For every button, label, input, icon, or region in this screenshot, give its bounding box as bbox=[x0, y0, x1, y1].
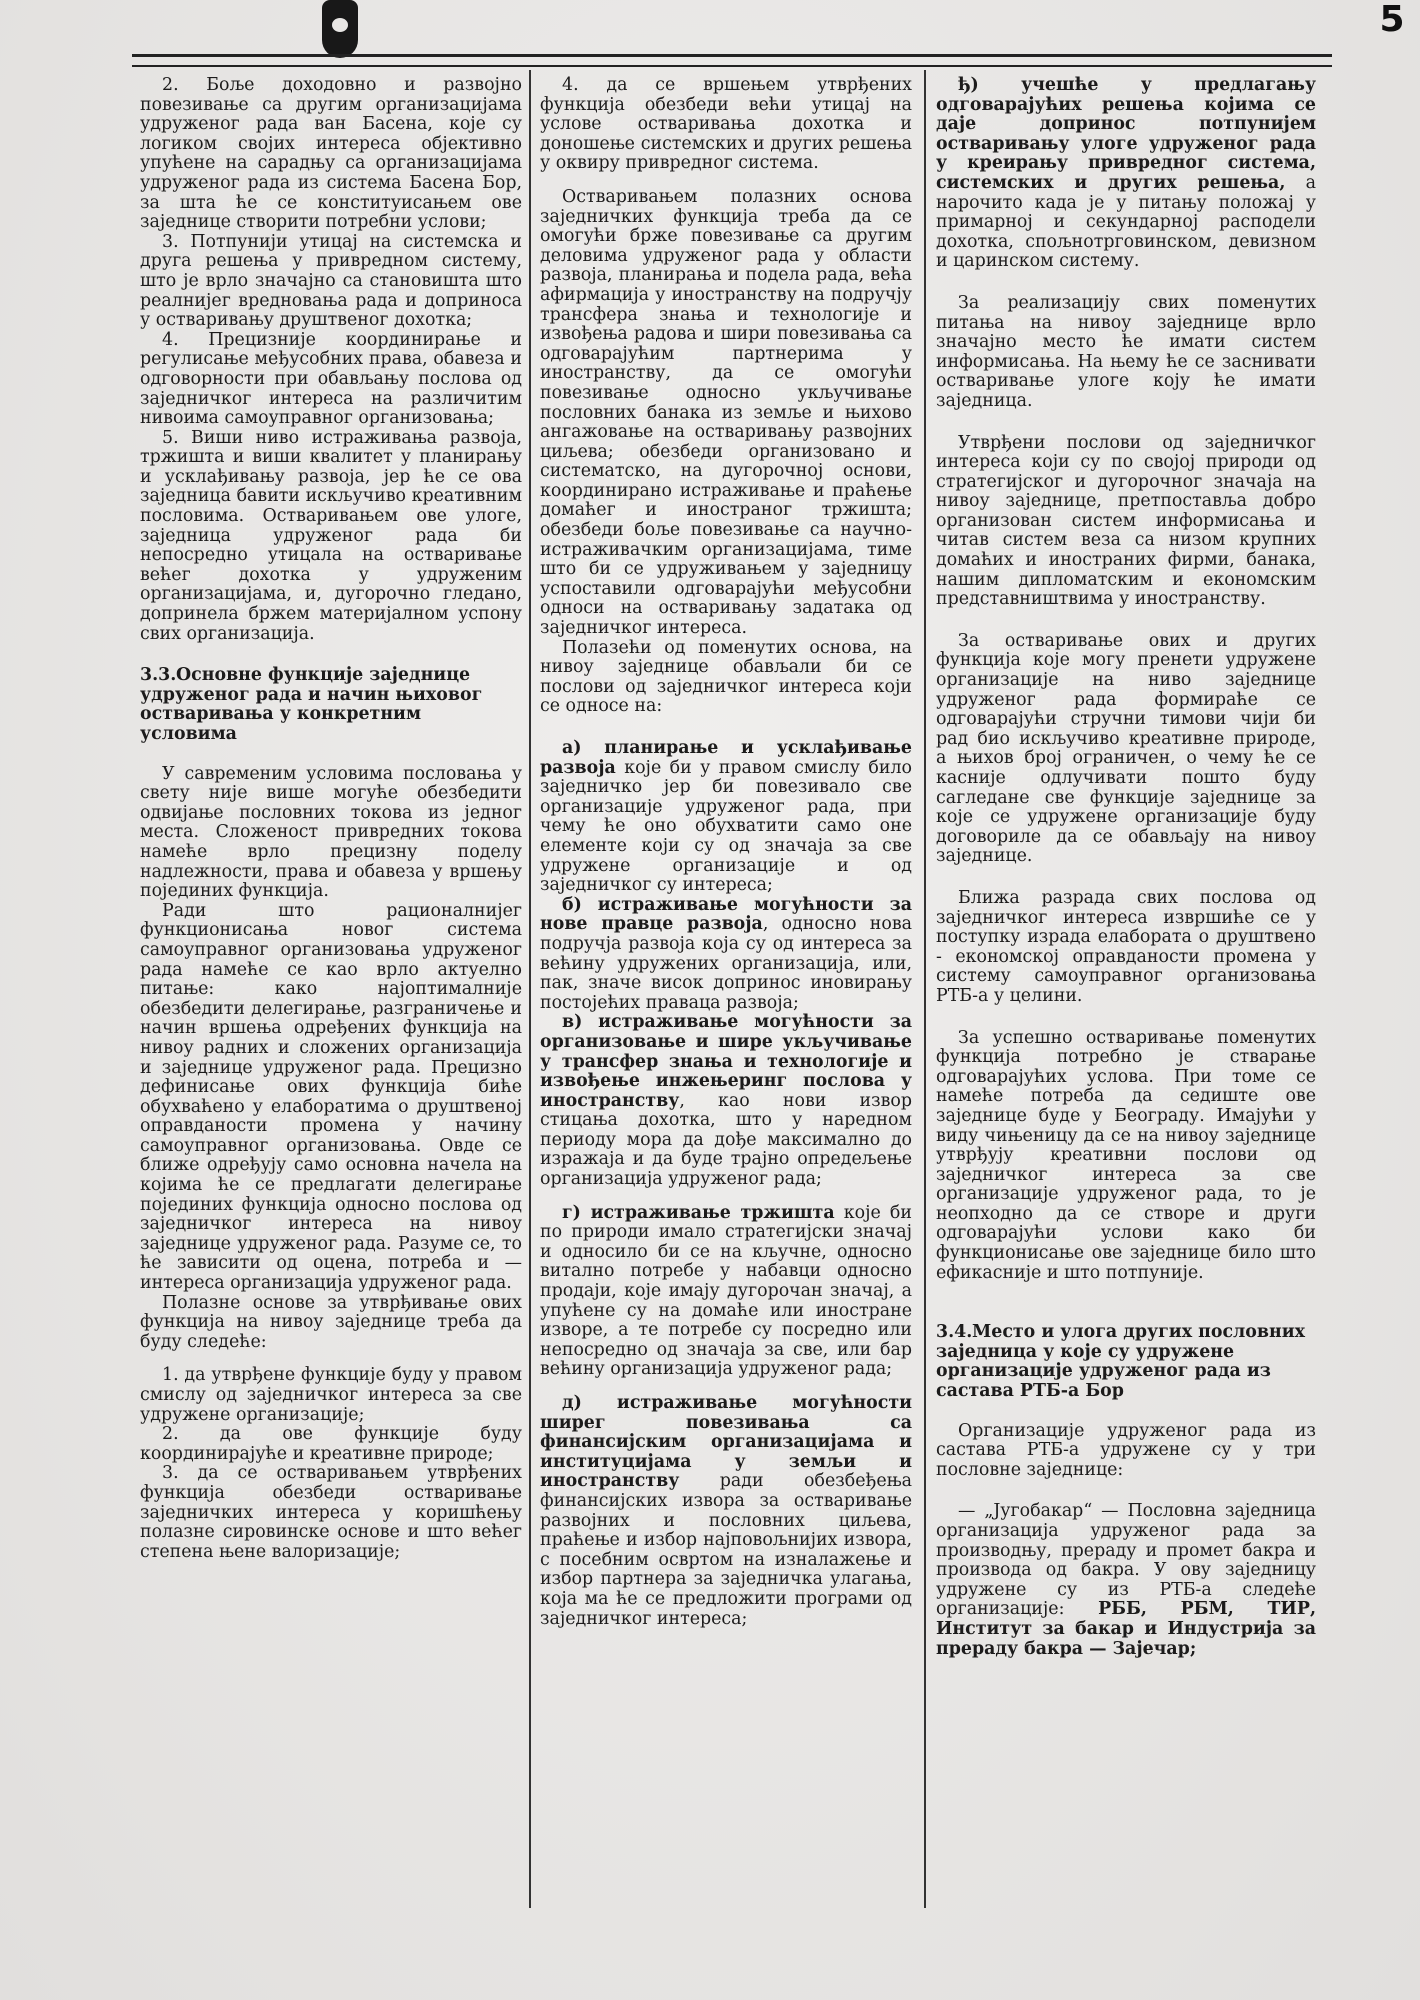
list-item-text: ради обезбеђења финансијских извора за остваривање развојних и пословних циљева, праћење и избор најповољнијих извора, с посебним освртом на изналажење и избор партнера за заједничка улагања, која ма ће се предложити програми од заједничког интереса; bbox=[540, 1471, 912, 1629]
paragraph: 3. Потпунији утицај на системска и друга решења у привредном систему, што је врло значајно са становишта што реалнијег вредновања рада и доприноса у остваривању друштвеног дохотка; bbox=[140, 231, 522, 331]
torn-edge-mark bbox=[322, 0, 358, 58]
section-heading-3-3 bbox=[140, 666, 522, 744]
paragraph: Ради што рационалнијег функционисања новог система самоуправног организовања удруженог рада намеће се као врло актуелно питање: како најоптималније обезбедити делегирање, разграничење и начин вршења одређених функција на нивоу радних и сложених организација и заједнице удруженог рада. Прецизно дефинисање ових функција биће обухваћено у елаборатима о друштвеној оправданости промена у начину самоуправног организовања. Овде се ближе одређују само основна начела на којима ће се предлагати делегирање појединих функција односно послова од заједничког интереса на нивоу заједнице удруженог рада. Разуме се, то ће зависити од оцена, потреба и — интереса организација удруженог рада. bbox=[140, 900, 522, 1294]
list-item-lead: д) истраживање могућности ширег повезивања са финансијским организацијама и институцијама у земљи и иностранству bbox=[540, 1393, 912, 1492]
list-item-lead: б) истраживање могућности за нове правце развоја bbox=[540, 894, 912, 935]
paragraph: Организације удруженог рада из састава РТБ-а удружене су у три пословне заједнице: bbox=[936, 1420, 1316, 1480]
column-3 bbox=[936, 76, 1316, 1659]
paragraph: 1. да утврђене функције буду у правом смислу од заједничког интереса за све удружене организације; bbox=[140, 1365, 522, 1425]
paragraph-jugobakar bbox=[936, 1502, 1316, 1659]
list-item-text: које би по природи имало стратегијски значај и односило би се на кључне, односно витално потребе у набавци односно продаји, које имају дугорочан значај, а упућене су на домаће или иностране изворе, а те потребе су посредно или непосредно од значаја за све, или бар већину организација удруженог рада; bbox=[540, 1202, 912, 1380]
organization-list: РББ, РБМ, ТИР, Институт за бакар и Индустрија за прераду бакра — Зајечар; bbox=[936, 1599, 1316, 1659]
paragraph: 2. да ове функције буду координирајуће и креативне природе; bbox=[140, 1424, 522, 1464]
list-item-text: , односно нова подручја развоја која су од интереса за већину удружених организација, или, пак, значе висок допринос иновирању постојећих праваца развоја; bbox=[540, 914, 912, 1013]
paragraph: Утврђени послови од заједничког интереса који су по својој природи од стратегијског и дугорочног значаја на нивоу заједнице, претпоставља добро организован систем информисања и читав систем веза са низом крупних домаћих и иностраних фирми, банака, нашим дипломатским и економским представништвима у иностранству. bbox=[936, 432, 1316, 610]
section-title: Место и улога других пословних заједница у које су удружене организације удруженог рада из састава РТБ-а Бор bbox=[936, 1322, 1305, 1402]
paragraph: За остваривање ових и других функција које могу пренети удружене организације на ниво заједнице удруженог рада формираће се одговарајући стручни тимови чији би рад био искључиво креативне природе, а њихов број ограничен, о чему ће се касније одлучивати пошто буду сагледане све функције заједнице за које се удружене организације буду договориле да се обављају на нивоу заједнице. bbox=[936, 630, 1316, 867]
list-item-g bbox=[540, 1204, 912, 1380]
paragraph: 3. да се остваривањем утврђених функција обезбеди остваривање заједничких интереса у коришћењу полазне сировинске основе и што већег степена њене валоризације; bbox=[140, 1463, 522, 1562]
section-title: Основне функције заједнице удруженог рада и начин њиховог остваривања у конкретним условима bbox=[140, 665, 483, 744]
list-item-lead: г) истраживање тржишта bbox=[562, 1202, 835, 1223]
list-item-lead: а) планирање и усклађивање развоја bbox=[540, 738, 912, 778]
section-heading-3-4 bbox=[936, 1323, 1316, 1401]
list-item-d bbox=[540, 1394, 912, 1629]
list-item-text: а нарочито када је у питању положај у примарној и секундарној расподели дохотка, спољнотрговинском, девизном и царинском систему. bbox=[936, 172, 1316, 272]
section-number: 3.4. bbox=[936, 1322, 973, 1343]
column-divider-2 bbox=[924, 70, 926, 1908]
paragraph: Полазећи од поменутих основа, на нивоу заједнице обављали би се послови од заједничког интереса који се односе на: bbox=[540, 637, 912, 717]
list-item-lead: ђ) учешће у предлагању одговарајућих решења којима се даје допринос потпунијем остваривању улоге удруженог рада у креирању привредног система, системских и других решења, bbox=[936, 76, 1316, 193]
paragraph: Полазне основе за утврђивање ових функција на нивоу заједнице треба да буду следеће: bbox=[140, 1292, 522, 1352]
list-item-text: , као нови извор стицања дохотка, што у наредном периоду мора да дође максимално до изражаја и да буде трајно опредељење организација удруженог рада; bbox=[540, 1090, 912, 1190]
list-item-dj bbox=[936, 76, 1316, 272]
column-1 bbox=[140, 76, 522, 1562]
paragraph: 5. Виши ниво истраживања развоја, тржишта и виши квалитет у планирању и усклађивању развоја, јер ће се ова заједница бавити искључиво креативним пословима. Остваривањем ове улоге, заједница удруженог рада би непосредно утицала на остваривање већег дохотка у удруженим организацијама, и, дугорочно гледано, допринела бржем материјалном успону свих организација. bbox=[140, 427, 522, 644]
paragraph: У савременим условима пословања у свету није више могуће обезбедити одвијање пословних токова из једног места. Сложеност привредних токова намеће врло прецизну поделу надлежности, права и обавеза у вршењу појединих функција. bbox=[140, 763, 522, 902]
paragraph: За успешно остваривање поменутих функција потребно је стварање одговарајућих услова. При томе се намеће потреба да седиште ове заједнице буде у Београду. Имајући у виду чињеницу да се на нивоу заједнице утврђују креативни послови од заједничког интереса за све организације удруженог рада, то је неопходно да се створе и други одговарајући услови како би функционисање ове заједнице било што ефикасније и што потпуније. bbox=[936, 1027, 1316, 1283]
column-divider-1 bbox=[529, 70, 531, 1908]
section-number: 3.3. bbox=[140, 665, 177, 686]
paragraph: За реализацију свих поменутих питања на нивоу заједнице врло значајно место ће имати систем информисања. На њему ће се заснивати остваривање улоге коју ће имати заједница. bbox=[936, 292, 1316, 411]
list-item-text: које би у правом смислу било заједничко јер би повезивало све организације удруженог рада, при чему ће оно обухватити само оне елементе који су од значаја за све удружене организације и од заједничког су интереса; bbox=[540, 757, 912, 896]
list-item-v bbox=[540, 1013, 912, 1189]
paragraph: 4. да се вршењем утврђених функција обезбеди већи утицај на услове остваривања дохотка и доношење системских и других решења у оквиру привредног система. bbox=[540, 76, 912, 174]
page-number: 5 bbox=[1379, 0, 1405, 40]
header-rule bbox=[132, 54, 1332, 67]
paragraph: 2. Боље доходовно и развојно повезивање са другим организацијама удруженог рада ван Басена, које су логиком својих интереса објективно упућене на сарадњу са организацијама удруженог рада из система Басена Бор, за шта ће се конституисањем ове заједнице створити потребни услови; bbox=[140, 76, 522, 233]
paragraph: Остваривањем полазних основа заједничких функција треба да се омогући брже повезивање са другим деловима удруженог рада у области развоја, планирања и подела рада, већа афирмација у иностранству на подручју трансфера знања и технологије и извођења радова и шири повезивања са одговарајућим партнерима у иностранству, да се омогући повезивање односно укључивање пословних банака из земље и њихово ангажовање на остваривању развојних циљева; обезбеди организовано и систематско, на дугорочној основи, координирано истраживање и праћење домаћег и иностраног тржишта; обезбеди боље повезивање са научно-истраживачким организацијама, тиме што би се удруживањем у заједницу успоставили одговарајући међусобни односи на остваривању задатака од заједничког интереса. bbox=[540, 186, 912, 639]
list-item-a bbox=[540, 739, 912, 896]
paragraph: 4. Прецизније координирање и регулисање међусобних права, обавеза и одговорности при обављању послова од заједничког интереса на различитим нивоима самоуправног организовања; bbox=[140, 329, 522, 429]
column-2 bbox=[540, 76, 912, 1629]
list-item-lead: в) истраживање могућности за организовање и шире укључивање у трансфер знања и технологије и извођење инжењеринг послова у иностранству bbox=[540, 1012, 912, 1111]
paragraph: Ближа разрада свих послова од заједничког интереса извршиће се у поступку израда елабората о друштвено - економској оправданости промена у систему самоуправног организовања РТБ-а у целини. bbox=[936, 887, 1316, 1006]
paragraph-text: — „Југобакар“ — Пословна заједница организација удруженог рада за производњу, прераду и промет бакра и производа од бакра. У ову заједницу удружене су из РТБ-а следеће организације: bbox=[936, 1501, 1316, 1620]
list-item-b bbox=[540, 896, 912, 1014]
